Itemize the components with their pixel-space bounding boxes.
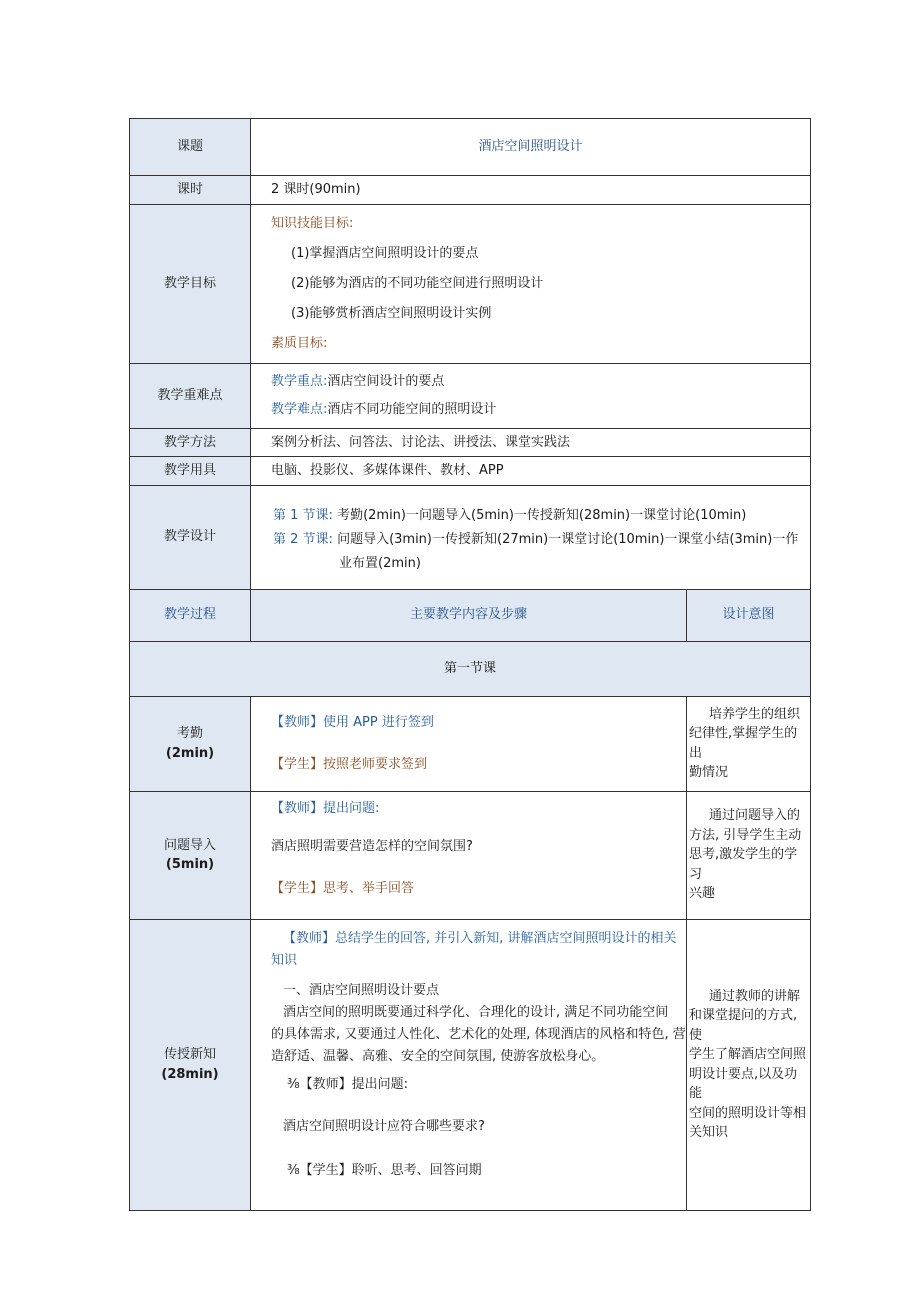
- lesson1-label: 第 1 节课:: [273, 507, 333, 523]
- step-time: (28min): [161, 1066, 219, 1082]
- process-header-row: [130, 589, 811, 641]
- teacher-text: 【教师】提出问题:: [271, 800, 380, 816]
- tools-row: [130, 457, 811, 486]
- tools-value: 电脑、投影仪、多媒体课件、教材、APP: [251, 457, 811, 486]
- page-title: 酒店空间照明设计: [251, 119, 811, 176]
- step-time: (2min): [165, 745, 215, 761]
- step-label: [130, 696, 251, 791]
- student-text: 【学生】按照老师要求签到: [271, 756, 428, 772]
- step-name: 问题导入: [163, 837, 216, 853]
- topic-label: 课题: [130, 119, 251, 176]
- methods-label: 教学方法: [130, 428, 251, 457]
- objective-item: (3)能够赏析酒店空间照明设计实例: [291, 305, 492, 321]
- step-time: (5min): [165, 857, 215, 872]
- content-header: 主要教学内容及步骤: [251, 589, 687, 641]
- quality-goal-title: 素质目标:: [271, 335, 328, 351]
- step-intent: [687, 696, 811, 791]
- paragraph-line: 的具体需求, 又要通过人性化、艺术化的处理, 体现酒店的风格和特色, 营: [271, 1026, 686, 1042]
- intent-line: 和课堂提问的方式,使: [689, 1008, 798, 1043]
- student-text: 【学生】思考、举手回答: [271, 880, 415, 896]
- intent-line: 培养学生的组织: [709, 706, 801, 722]
- objective-item: (1)掌握酒店空间照明设计的要点: [291, 245, 479, 261]
- intent-line: 通过问题导入的: [709, 808, 801, 824]
- topic-row: [130, 119, 811, 176]
- step-content: [251, 919, 687, 1210]
- lesson2-value: 问题导入(3min)一传授新知(27min)一课堂讨论(10min)一课堂小结(3min)一作: [337, 531, 799, 547]
- key-points-content: [251, 363, 811, 428]
- objective-item: (2)能够为酒店的不同功能空间进行照明设计: [291, 275, 544, 291]
- objectives-label: 教学目标: [130, 204, 251, 363]
- teacher-text-cont: 知识: [271, 952, 298, 968]
- step-content: [251, 791, 687, 919]
- intent-line: 兴趣: [689, 886, 716, 902]
- tools-label: 教学用具: [130, 457, 251, 486]
- intent-line: 关知识: [689, 1125, 729, 1140]
- difficulty-label: 教学难点:: [271, 401, 328, 417]
- design-row: [130, 485, 811, 589]
- lesson1-value: 考勤(2min)一问题导入(5min)一传授新知(28min)一课堂讨论(10min): [337, 507, 747, 523]
- intent-line: 学生了解酒店空间照: [689, 1047, 807, 1062]
- step-name: 传授新知: [163, 1047, 216, 1062]
- key-points-row: [130, 363, 811, 428]
- step-name: 考勤: [176, 726, 203, 741]
- skill-goal-title: 知识技能目标:: [271, 215, 354, 231]
- methods-value: 案例分析法、问答法、讨论法、讲授法、课堂实践法: [251, 428, 811, 457]
- paragraph-line: 造舒适、温馨、高雅、安全的空间氛围, 使游客放松身心。: [271, 1048, 605, 1064]
- step-label: [130, 919, 251, 1210]
- student-text: ⅜【学生】聆听、思考、回答问期: [287, 1162, 482, 1178]
- step-row: [130, 696, 811, 791]
- intent-line: 方法, 引导学生主动: [689, 827, 802, 843]
- section-row: [130, 641, 811, 696]
- teacher-text: ⅜【教师】提出问题:: [287, 1076, 408, 1092]
- teacher-text: 【教师】使用 APP 进行签到: [271, 714, 434, 730]
- process-header: 教学过程: [130, 589, 251, 641]
- intent-line: 通过教师的讲解: [709, 988, 801, 1004]
- hours-label: 课时: [130, 176, 251, 205]
- lesson2-label: 第 2 节课:: [273, 531, 333, 547]
- intent-line: 纪律性,掌握学生的出: [689, 726, 798, 761]
- step-intent: [687, 791, 811, 919]
- intent-line: 明设计要点,以及功能: [689, 1066, 798, 1101]
- hours-value: 2 课时(90min): [251, 176, 811, 205]
- step-row: [130, 919, 811, 1210]
- lesson2-value-cont: 业布置(2min): [339, 555, 421, 571]
- step-intent: [687, 919, 811, 1210]
- methods-row: [130, 428, 811, 457]
- design-label: 教学设计: [130, 485, 251, 589]
- hours-row: [130, 176, 811, 205]
- objectives-row: [130, 204, 811, 363]
- step-content: [251, 696, 687, 791]
- step-row: [130, 791, 811, 919]
- focus-value: 酒店空间设计的要点: [327, 373, 445, 389]
- section-title: 第一节课: [130, 641, 811, 696]
- focus-label: 教学重点:: [271, 373, 328, 389]
- step-label: [130, 791, 251, 919]
- question-text: 酒店照明需要营造怎样的空间氛围?: [271, 838, 473, 854]
- lesson-plan-table: [129, 118, 811, 1211]
- paragraph-line: 酒店空间的照明既要通过科学化、合理化的设计, 满足不同功能空间: [283, 1004, 669, 1020]
- design-content: [251, 485, 811, 589]
- intent-header: 设计意图: [687, 589, 811, 641]
- key-points-label: 教学重难点: [130, 363, 251, 428]
- intent-line: 空间的照明设计等相: [689, 1105, 807, 1121]
- section-heading: 一、酒店空间照明设计要点: [283, 982, 440, 998]
- difficulty-value: 酒店不同功能空间的照明设计: [327, 401, 497, 417]
- intent-line: 思考,激发学生的学习: [689, 847, 798, 882]
- teacher-text: 【教师】总结学生的回答, 并引入新知, 讲解酒店空间照明设计的相关: [283, 930, 677, 946]
- question-text: 酒店空间照明设计应符合哪些要求?: [283, 1118, 485, 1134]
- objectives-content: [251, 204, 811, 363]
- intent-line: 勤情况: [689, 765, 729, 780]
